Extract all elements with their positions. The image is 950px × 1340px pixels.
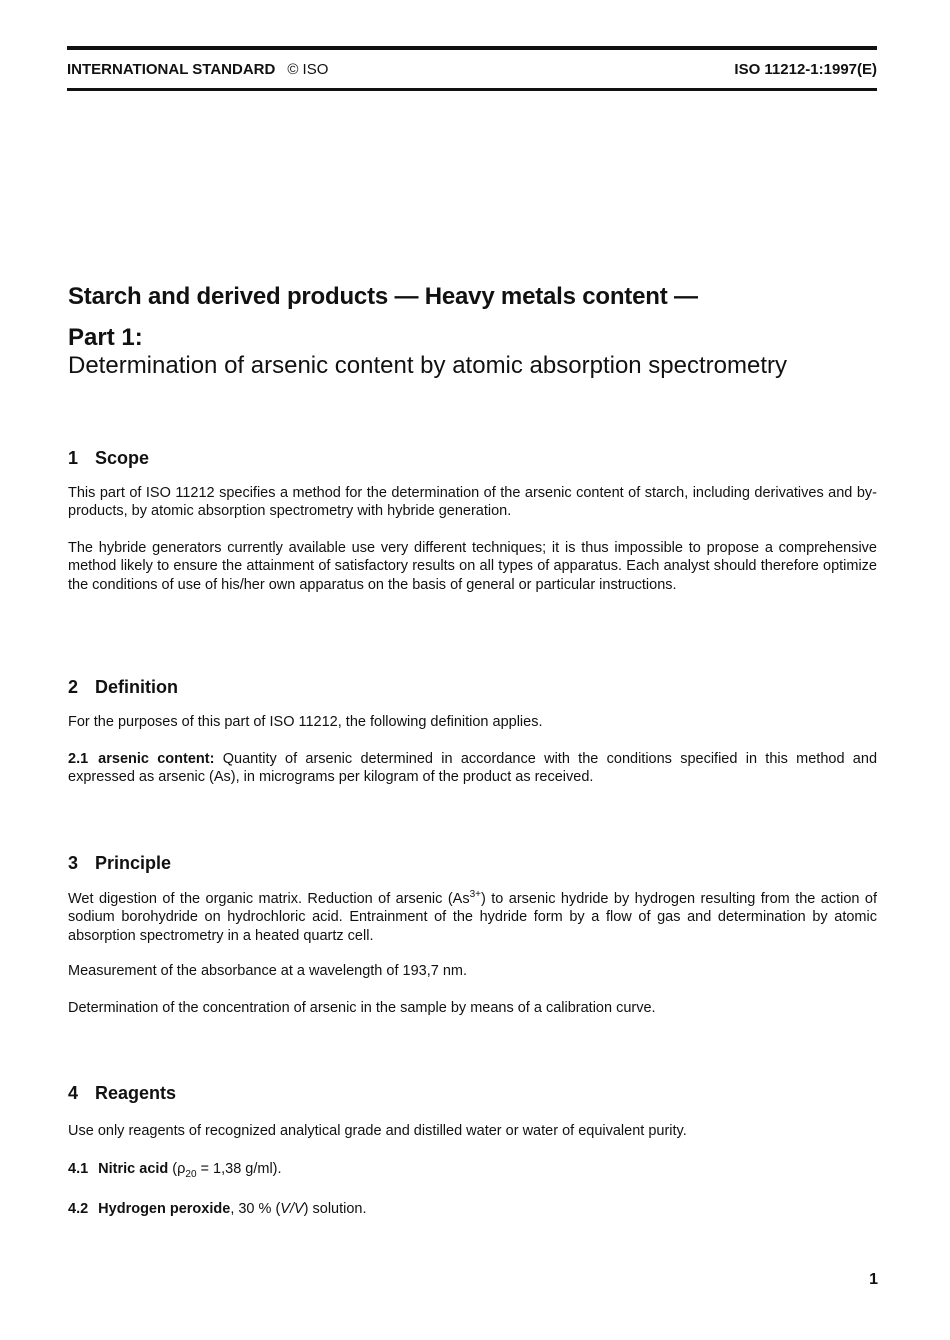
principle-text-b: ) to arsenic hydride by hydrogen resulting from the action of sodium borohydride on hydrochloric acid. Entrainment of the hydride form by a flow of gas and determination by atomic absorption spectrometry in a heated quartz cell. [68, 891, 877, 944]
arsenic-charge: 3+ [469, 889, 481, 901]
scope-paragraph-1: This part of ISO 11212 specifies a method for the determination of the arsenic content of starch, including derivatives and by-products, by atomic absorption spectrometry with hybride generation. [68, 485, 877, 520]
section-title: Definition [95, 677, 178, 697]
principle-paragraph-2: Measurement of the absorbance at a wavelength of 193,7 nm. [68, 963, 467, 979]
reagent-italic: V/V [280, 1201, 304, 1217]
section-heading-reagents [68, 1083, 176, 1104]
principle-paragraph-3: Determination of the concentration of arsenic in the sample by means of a calibration curve. [68, 1000, 656, 1016]
principle-paragraph-1 [68, 890, 877, 945]
reagent-text-b: ) solution. [303, 1201, 367, 1217]
section-number: 2 [68, 677, 79, 697]
definition-text: Quantity of arsenic determined in accordance with the conditions specified in this method and expressed as arsenic (As), in micrograms per kilogram of the product as received. [68, 751, 878, 786]
header-standard-title: INTERNATIONAL STANDARD [67, 61, 276, 78]
defined-term: arsenic content: [98, 751, 215, 767]
header-standard-label [67, 61, 328, 78]
document-title: Starch and derived products — Heavy metals content — [68, 283, 698, 310]
section-number: 1 [68, 448, 79, 468]
reagent-name: Hydrogen peroxide [98, 1201, 231, 1217]
reagents-paragraph-1: Use only reagents of recognized analytical grade and distilled water or water of equivalent purity. [68, 1123, 687, 1139]
section-title: Scope [95, 448, 150, 468]
clause-number: 2.1 [68, 751, 89, 767]
document-part: Part 1: [68, 324, 143, 351]
header-bottom-rule [67, 88, 877, 91]
page-number: 1 [869, 1271, 878, 1288]
section-number: 4 [68, 1083, 79, 1103]
clause-number: 4.1 [68, 1161, 89, 1177]
document-subtitle: Determination of arsenic content by atomic absorption spectrometry [68, 352, 788, 379]
header-document-code: ISO 11212-1:1997(E) [734, 61, 877, 78]
section-title: Principle [95, 853, 172, 873]
reagent-text-b: = 1,38 g/ml). [196, 1161, 282, 1177]
reagent-text-a: , 30 % ( [230, 1201, 281, 1217]
reagent-name: Nitric acid [98, 1161, 169, 1177]
section-number: 3 [68, 853, 79, 873]
principle-text-a: Wet digestion of the organic matrix. Reduction of arsenic (As [68, 891, 470, 907]
reagent-subscript: 20 [185, 1168, 197, 1180]
header-top-rule [67, 46, 877, 50]
section-heading-scope [68, 448, 149, 469]
section-title: Reagents [95, 1083, 177, 1103]
definition-paragraph-1: For the purposes of this part of ISO 11212, the following definition applies. [68, 714, 543, 730]
reagent-hydrogen-peroxide [68, 1200, 877, 1218]
clause-number: 4.2 [68, 1201, 89, 1217]
reagent-text-a: (ρ [168, 1161, 186, 1177]
section-heading-definition [68, 677, 178, 698]
definition-clause-2-1 [68, 750, 877, 787]
header-copyright: © ISO [287, 61, 329, 78]
reagent-nitric-acid [68, 1160, 877, 1178]
scope-paragraph-2: The hybride generators currently available use very different techniques; it is thus impossible to propose a comprehensive method likely to ensure the attainment of satisfactory results on all types of apparatus. Each analyst should therefore optimize the conditions of use of his/her own apparatus on the basis of general or particular instructions. [68, 540, 877, 593]
section-heading-principle [68, 853, 171, 874]
